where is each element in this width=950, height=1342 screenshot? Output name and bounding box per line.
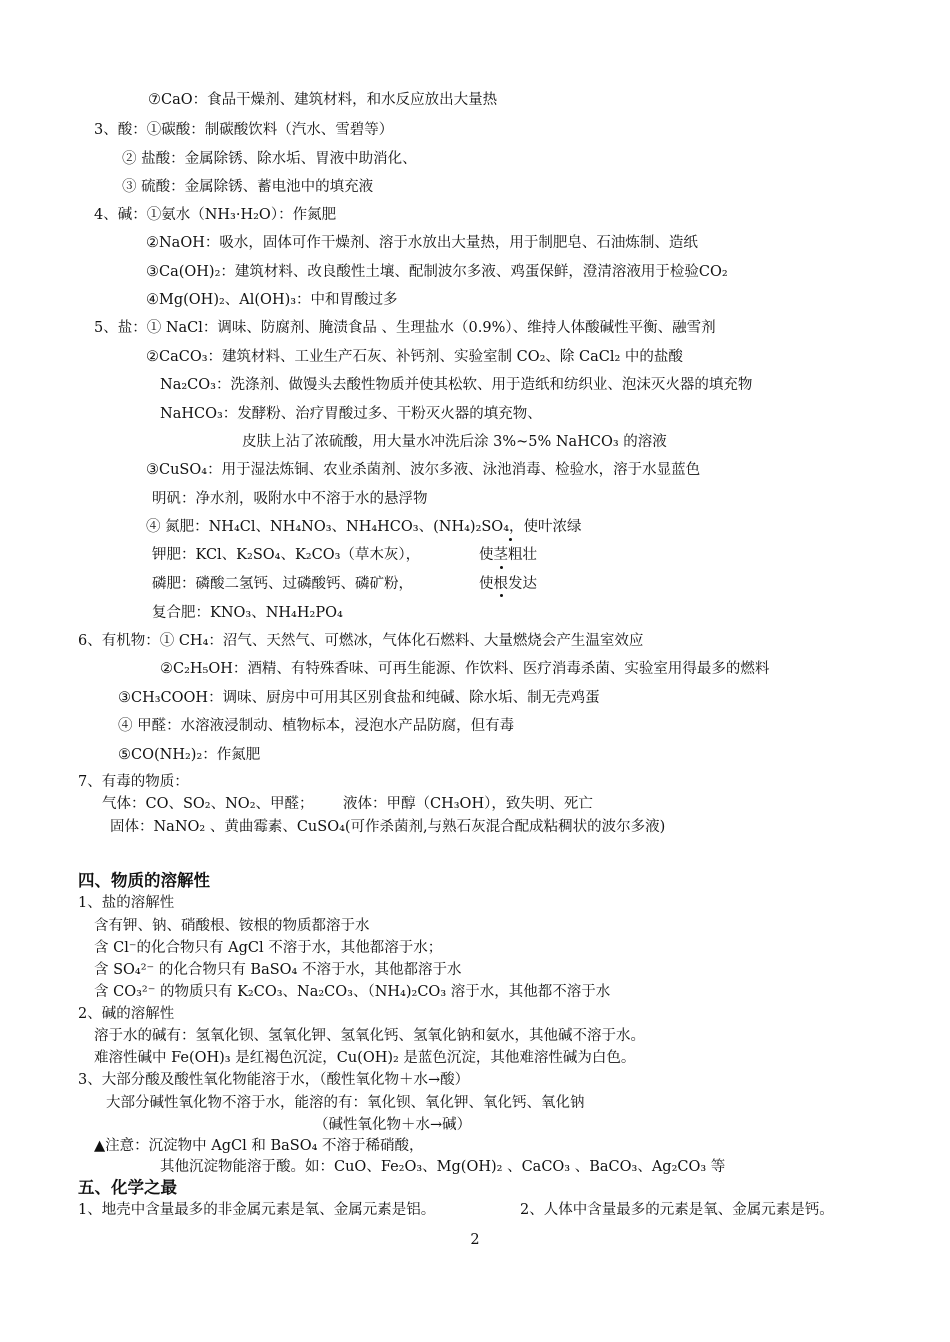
n-fertilizer-text: ④ 氮肥：NH₄Cl、NH₄NO₃、NH₄HCO₃、(NH₄)₂SO₄，: [146, 519, 524, 535]
bases-title: 4、碱：①氨水（NH₃·H₂O）：作氮肥: [94, 207, 337, 223]
caco3-line: ②CaCO₃：建筑材料、工业生产石灰、补钙剂、实验室制 CO₂、除 CaCl₂ 中的盐酸: [146, 349, 683, 365]
nahco3-line: NaHCO₃：发酵粉、治疗胃酸过多、干粉灭火器的填充物、: [160, 406, 542, 422]
toxic-liquid: 液体：甲醇（CH₃OH），致失明、死亡: [343, 796, 593, 812]
acid-solubility-title: 3、大部分酸及酸性氧化物能溶于水，（酸性氧化物＋水→酸）: [78, 1072, 470, 1088]
precipitate-note-1: ▲注意：沉淀物中 AgCl 和 BaSO₄ 不溶于稀硝酸，: [94, 1138, 424, 1154]
n-fertilizer-line: [146, 517, 582, 537]
k-fertilizer-text: 钾肥：KCl、K₂SO₄、K₂CO₃（草木灰），: [152, 547, 421, 563]
oxide-solubility-2: （碱性氧化物＋水→碱）: [314, 1117, 472, 1133]
urea-line: ⑤CO(NH₂)₂：作氮肥: [118, 747, 261, 763]
chem-most-heading: 五、化学之最: [78, 1178, 177, 1197]
salt-solubility-2: 含 Cl⁻的化合物只有 AgCl 不溶于水，其他都溶于水；: [94, 940, 443, 956]
acetic-line: ③CH₃COOH：调味、厨房中可用其区别食盐和纯碱、除水垢、制无壳鸡蛋: [118, 690, 600, 706]
toxic-title: 7、有毒的物质：: [78, 774, 189, 790]
p-fertilizer-effect: 使根发达: [479, 576, 537, 592]
base-solubility-1: 溶于水的碱有：氢氧化钡、氢氧化钾、氢氧化钙、氢氧化钠和氨水，其他碱不溶于水。: [94, 1028, 645, 1044]
base-solubility-2: 难溶性碱中 Fe(OH)₃ 是红褐色沉淀，Cu(OH)₂ 是蓝色沉淀，其他难溶性碱为白色。: [94, 1050, 636, 1066]
toxic-solid: 固体：NaNO₂ 、黄曲霉素、CuSO₄(可作杀菌剂,与熟石灰混合配成粘稠状的波尔多液): [110, 819, 666, 835]
cao-line: ⑦CaO：食品干燥剂、建筑材料，和水反应放出大量热: [148, 92, 498, 108]
k-fertilizer-line: [152, 545, 420, 565]
salt-solubility-4: 含 CO₃²⁻ 的物质只有 K₂CO₃、Na₂CO₃、（NH₄)₂CO₃ 溶于水，其他都不溶于水: [94, 984, 611, 1000]
naoh-line: ②NaOH：吸水，固体可作干燥剂、溶于水放出大量热，用于制肥皂、石油炼制、造纸: [146, 235, 698, 251]
page-number: 2: [470, 1232, 480, 1248]
caoh2-line: ③Ca(OH)₂：建筑材料、改良酸性土壤、配制波尔多液、鸡蛋保鲜，澄清溶液用于检验CO₂: [146, 264, 728, 280]
organics-title: 6、有机物：① CH₄：沼气、天然气、可燃冰，气体化石燃料、大量燃烧会产生温室效应: [78, 633, 644, 649]
toxic-gas: 气体：CO、SO₂、NO₂、甲醛；: [102, 796, 314, 812]
p-fertilizer-line: 磷肥：磷酸二氢钙、过磷酸钙、磷矿粉，: [152, 576, 413, 592]
alum-line: 明矾：净水剂，吸附水中不溶于水的悬浮物: [152, 491, 428, 507]
chem-most-item-1: 1、地壳中含量最多的非金属元素是氧、金属元素是铝。: [78, 1202, 436, 1218]
hcl-line: ② 盐酸：金属除锈、除水垢、胃液中助消化、: [122, 151, 417, 167]
ethanol-line: ②C₂H₅OH：酒精、有特殊香味、可再生能源、作饮料、医疗消毒杀菌、实验室用得最多的燃料: [160, 661, 770, 677]
precipitate-note-2: 其他沉淀物能溶于酸。如：CuO、Fe₂O₃、Mg(OH)₂ 、CaCO₃ 、BaCO₃、Ag₂CO₃ 等: [160, 1159, 726, 1175]
salt-solubility-1: 含有钾、钠、硝酸根、铵根的物质都溶于水: [94, 918, 370, 934]
emphasis-dot: [509, 538, 512, 541]
salt-solubility-title: 1、盐的溶解性: [78, 895, 175, 911]
na2co3-line: Na₂CO₃：洗涤剂、做馒头去酸性物质并使其松软、用于造纸和纺织业、泡沫灭火器的填充物: [160, 377, 753, 393]
cuso4-line: ③CuSO₄：用于湿法炼铜、农业杀菌剂、波尔多液、泳池消毒、检验水，溶于水显蓝色: [146, 462, 701, 478]
k-fertilizer-effect: 使茎粗壮: [479, 547, 537, 563]
base-solubility-title: 2、碱的溶解性: [78, 1006, 175, 1022]
emphasis-dot: [500, 566, 503, 569]
emphasis-dot: [500, 594, 503, 597]
solubility-heading: 四、物质的溶解性: [78, 871, 210, 890]
chem-most-item-2: 2、人体中含量最多的元素是氧、金属元素是钙。: [520, 1202, 834, 1218]
h2so4-line: ③ 硫酸：金属除锈、蓄电池中的填充液: [122, 179, 374, 195]
salt-solubility-3: 含 SO₄²⁻ 的化合物只有 BaSO₄ 不溶于水，其他都溶于水: [94, 962, 462, 978]
salts-title: 5、盐：① NaCl：调味、防腐剂、腌渍食品 、生理盐水（0.9%）、维持人体酸碱性平衡、融雪剂: [94, 320, 716, 336]
nahco3-line-2: 皮肤上沾了浓硫酸，用大量水冲洗后涂 3%~5% NaHCO₃ 的溶液: [242, 434, 667, 450]
acids-title: 3、酸：①碳酸：制碳酸饮料（汽水、雪碧等）: [94, 122, 394, 138]
compound-fertilizer-line: 复合肥：KNO₃、NH₄H₂PO₄: [152, 605, 343, 621]
oxide-solubility-1: 大部分碱性氧化物不溶于水，能溶的有：氧化钡、氧化钾、氧化钙、氧化钠: [106, 1095, 585, 1111]
formaldehyde-line: ④ 甲醛：水溶液浸制动、植物标本，浸泡水产品防腐，但有毒: [118, 718, 515, 734]
n-fertilizer-effect: 使叶浓绿: [523, 519, 582, 535]
mgoh2-line: ④Mg(OH)₂、Al(OH)₃：中和胃酸过多: [146, 292, 398, 308]
